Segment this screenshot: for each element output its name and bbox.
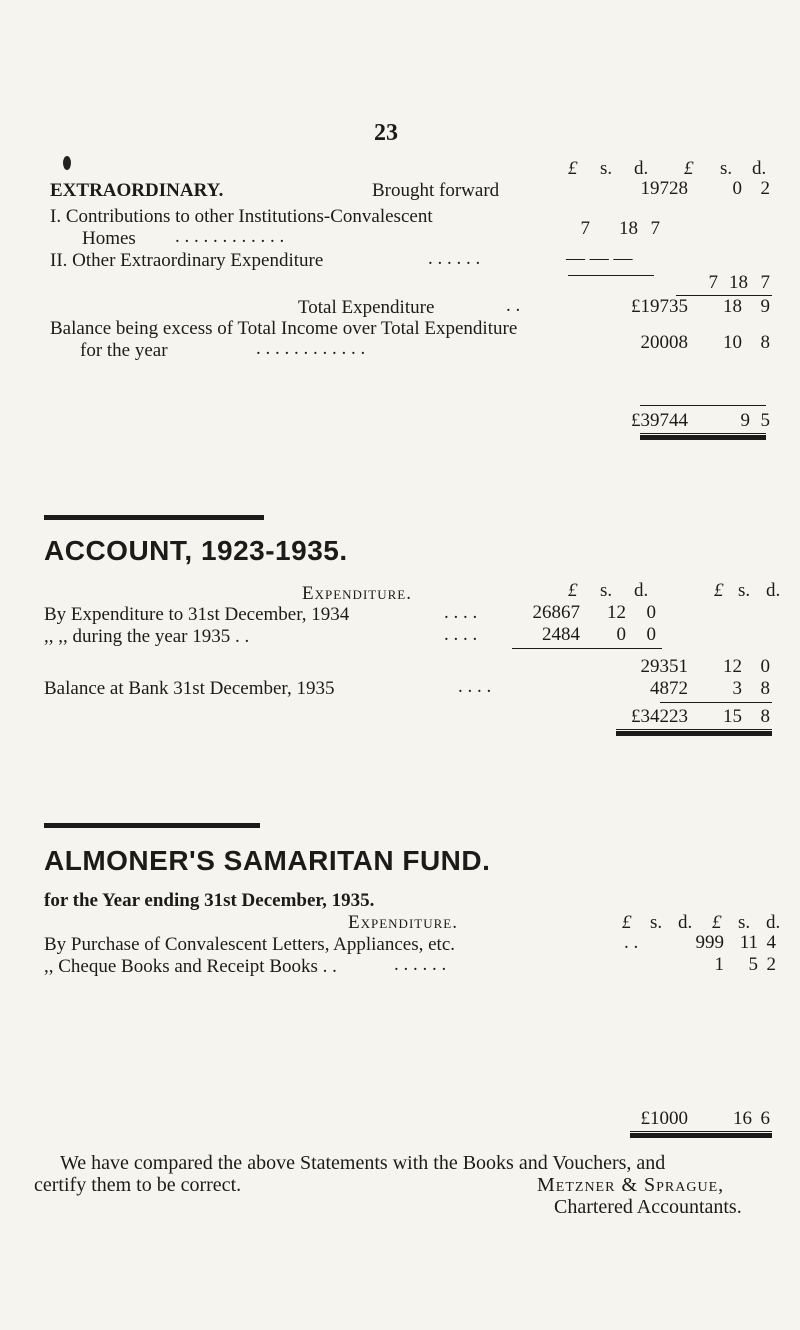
col-header-pounds-right: £ [684,158,694,179]
grand-total-rule-top [640,405,766,406]
almoner-col-pence-right: d. [766,912,781,933]
almoner-col-shillings-right: s. [738,912,751,933]
balance-shillings: 10 [723,332,742,353]
account-expenditure-label: Expenditure. [302,583,412,604]
almoner-total-pounds: £1000 [640,1108,688,1129]
total-expenditure-shillings: 18 [723,296,742,317]
almoner-row1-label: By Purchase of Convalescent Letters, Appliances, etc. [44,934,456,955]
balance-pounds: 20008 [640,332,688,353]
auditor-title: Chartered Accountants. [554,1196,742,1218]
account-row2-pounds: 2484 [542,624,580,645]
subtotal-shillings: 18 [729,272,748,293]
total-expenditure-label: Total Expenditure [298,297,435,318]
col-header-pence-right: d. [752,158,767,179]
account-col-pounds-left: £ [568,580,578,601]
item2-dots: . . . . . . [428,248,481,269]
account-row3-pence: 8 [760,678,770,699]
almoner-row2-shillings: 5 [748,954,758,975]
total-expenditure-pounds: £19735 [631,296,688,317]
account-row1-pounds: 26867 [532,602,580,623]
grand-total-shillings: 9 [740,410,750,431]
almoner-col-pounds-left: £ [622,912,632,933]
account-row2-pence: 0 [646,624,656,645]
almoner-subheading: for the Year ending 31st December, 1935. [44,890,375,911]
almoner-row2-pounds: 1 [714,954,724,975]
account-total-shillings: 15 [723,706,742,727]
account-col-shillings-left: s. [600,580,613,601]
account-row1-pence: 0 [646,602,656,623]
almoner-row2-label: ,, Cheque Books and Receipt Books . . [44,956,337,977]
page-number: 23 [374,120,398,146]
almoner-total-shillings: 16 [733,1108,752,1129]
almoner-col-shillings-left: s. [650,912,663,933]
brought-forward-label: Brought forward [372,180,500,201]
auditor-firm: Metzner & Sprague, [537,1174,725,1196]
item1-pounds: 7 [580,218,590,239]
balance-label-line1: Balance being excess of Total Income over Total Expenditure [50,318,518,339]
almoner-heading: ALMONER'S SAMARITAN FUND. [44,845,491,876]
item1-shillings: 18 [619,218,638,239]
almoner-row1-dots: . . [624,932,639,953]
col-header-shillings-right: s. [720,158,733,179]
account-row1-dots: . . . . [444,602,478,623]
almoner-row1-pounds: 999 [695,932,724,953]
item2-label: II. Other Extraordinary Expenditure [50,250,324,271]
account-total-pounds: £34223 [631,706,688,727]
account-row2-label: ,, ,, during the year 1935 . . [44,626,250,647]
certification-line1: We have compared the above Statements with the Books and Vouchers, and [60,1152,666,1174]
certification-line2: certify them to be correct. [34,1174,242,1196]
account-row3-shillings: 3 [732,678,742,699]
account-row1-label: By Expenditure to 31st December, 1934 [44,604,350,625]
almoner-total-rule-bottom [630,1133,772,1138]
balance-label-line2: for the year [80,340,168,361]
grand-total-rule-mid [640,433,766,434]
account-col-pounds-right: £ [714,580,724,601]
account-subtotal-rule [512,648,662,649]
col-header-pence-left: d. [634,158,649,179]
almoner-col-pounds-right: £ [712,912,722,933]
account-total-pence: 8 [760,706,770,727]
account-subtotal-pounds: 29351 [640,656,688,677]
ink-smudge [63,156,71,170]
almoner-row2-pence: 2 [766,954,776,975]
subtotal-pounds: 7 [708,272,718,293]
extraordinary-title: EXTRAORDINARY. [50,180,224,201]
grand-total-rule-bottom [640,435,766,440]
account-col-pence-right: d. [766,580,781,601]
account-heading: ACCOUNT, 1923-1935. [44,535,348,566]
section-divider-1 [44,515,264,520]
brought-forward-pence: 2 [760,178,770,199]
account-col-shillings-right: s. [738,580,751,601]
account-row2-dots: . . . . [444,624,478,645]
account-row3-dots: . . . . [458,676,492,697]
almoner-row2-dots: . . . . . . [394,954,447,975]
account-total-rule-bottom [616,731,772,736]
grand-total-pounds: £39744 [631,410,688,431]
item1-pence: 7 [650,218,660,239]
account-total-rule-mid [616,729,772,730]
col-header-shillings-left: s. [600,158,613,179]
account-col-pence-left: d. [634,580,649,601]
brought-forward-pounds: 19728 [640,178,688,199]
account-total-rule-top [660,702,772,703]
item1-label-line2: Homes [82,228,136,249]
total-expenditure-pence: 9 [760,296,770,317]
item1-label-line1: I. Contributions to other Institutions-Convalescent [50,206,433,227]
item2-underline [568,275,654,276]
account-row2-shillings: 0 [616,624,626,645]
almoner-col-pence-left: d. [678,912,693,933]
section-divider-2 [44,823,260,828]
account-row3-pounds: 4872 [650,678,688,699]
item1-dots: . . . . . . . . . . . . [175,226,285,247]
almoner-row1-shillings: 11 [739,932,758,953]
account-subtotal-shillings: 12 [723,656,742,677]
subtotal-pence: 7 [760,272,770,293]
account-row3-label: Balance at Bank 31st December, 1935 [44,678,335,699]
almoner-total-rule-mid [630,1131,772,1132]
item2-dashes: — — — [566,248,633,269]
balance-dots: . . . . . . . . . . . . [256,338,366,359]
brought-forward-shillings: 0 [732,178,742,199]
col-header-pounds-left: £ [568,158,578,179]
almoner-expenditure-label: Expenditure. [348,912,458,933]
account-row1-shillings: 12 [607,602,626,623]
almoner-row1-pence: 4 [766,932,776,953]
account-subtotal-pence: 0 [760,656,770,677]
total-expenditure-dots: . . [506,295,521,316]
balance-pence: 8 [760,332,770,353]
almoner-total-pence: 6 [760,1108,770,1129]
grand-total-pence: 5 [760,410,770,431]
